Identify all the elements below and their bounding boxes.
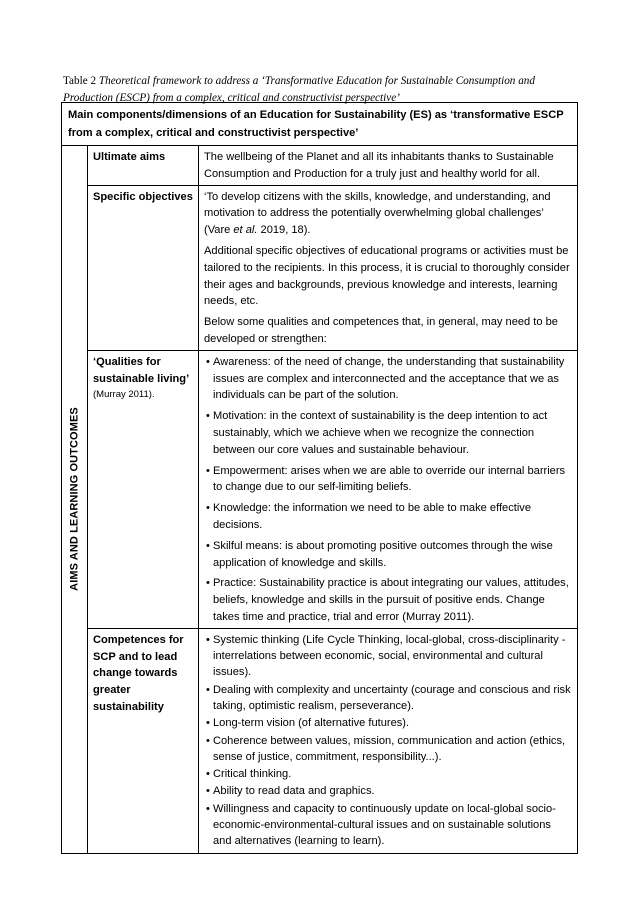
competences-list — [204, 632, 572, 850]
table-row — [62, 185, 578, 350]
list-item: • Practice: Sustainability practice is about integrating our values, attitudes, beliefs, knowledge and skills in the pursuit of positive ends. Change takes time and practice, trial and error (Murray 2011). — [206, 577, 569, 623]
list-item-text: Willingness and capacity to continuously update on local-global socio-economic-environmental-cultural issues and on sustainable solutions and alternatives (learning to learn). — [213, 802, 556, 848]
quote-part: 2019, 18). — [257, 224, 311, 237]
list-item-text: Dealing with complexity and uncertainty (courage and conscious and risk taking, optimistic realism, perseverance). — [213, 683, 571, 712]
list-item: • Critical thinking. — [206, 768, 292, 781]
list-item-text: Motivation: in the context of sustainability is the deep intention to act sustainably, which we achieve when we recognize the connection between our core values and sustainable behaviour. — [213, 410, 548, 456]
list-item-text: Skilful means: is about promoting positive outcomes through the wise application of knowledge and skills. — [213, 539, 553, 569]
objectives-paragraph: Below some qualities and competences that, in general, may need to be developed or strengthen: — [204, 316, 558, 345]
list-item: • Motivation: in the context of sustainability is the deep intention to act sustainably, which we achieve when we recognize the connection between our core values and sustainable behaviour. — [206, 410, 548, 456]
row-label-ultimate-aims: Ultimate aims — [88, 146, 199, 186]
caption-label: Table 2 — [63, 75, 97, 87]
list-item: • Systemic thinking (Life Cycle Thinking, local-global, cross-disciplinarity - interrelations between economic, social, environmental and cultural issues). — [206, 633, 566, 679]
side-label-cell — [62, 146, 88, 854]
qualities-sublabel: (Murray 2011). — [93, 389, 155, 401]
list-item: • Coherence between values, mission, communication and action (ethics, sense of justice, commitment, responsibility...). — [206, 734, 566, 763]
list-item-text: Practice: Sustainability practice is about integrating our values, attitudes, beliefs, knowledge and skills in the pursuit of positive ends. Change takes time and practice, trial and error (Murray 2011). — [213, 577, 569, 623]
list-item: • Empowerment: arises when we are able to override our internal barriers to change due to our self-limiting beliefs. — [206, 464, 566, 494]
framework-table — [61, 102, 578, 854]
list-item-text: Awareness: of the need of change, the understanding that sustainability issues are complex and interconnected and the acceptance that we as individuals can be part of the solution. — [213, 355, 565, 402]
list-item: • Skilful means: is about promoting positive outcomes through the wise application of knowledge and skills. — [206, 539, 553, 569]
objectives-paragraph: Additional specific objectives of educational programs or activities must be tailored to the recipients. In this process, it is crucial to thoroughly consider their ages and backgrounds, previous knowledge and interests, learning needs, etc. — [204, 244, 570, 308]
competences-content — [199, 628, 578, 853]
list-item-text: Empowerment: arises when we are able to override our internal barriers to change due to our self-limiting beliefs. — [213, 464, 566, 494]
row-label-specific-objectives: Specific objectives — [88, 185, 199, 350]
list-item: • Knowledge: the information we need to be able to make effective decisions. — [206, 502, 532, 531]
table-header-row — [62, 103, 578, 146]
qualities-content — [199, 350, 578, 628]
objectives-quote — [204, 189, 572, 239]
list-item: • Dealing with complexity and uncertainty (courage and conscious and risk taking, optimistic realism, perseverance). — [206, 683, 571, 712]
list-item-text: Ability to read data and graphics. — [213, 785, 375, 798]
row-label-qualities — [88, 350, 199, 628]
specific-objectives-content — [199, 185, 578, 350]
quote-etal: et al. — [233, 224, 258, 237]
list-item-text: Long-term vision (of alternative futures). — [213, 717, 410, 730]
list-item-text: Coherence between values, mission, communication and action (ethics, sense of justice, commitment, responsibility...). — [213, 734, 566, 763]
qualities-label: ‘Qualities for sustainable living’ — [93, 355, 190, 385]
list-item-text: Knowledge: the information we need to be able to make effective decisions. — [213, 502, 532, 531]
list-item-text: Systemic thinking (Life Cycle Thinking, local-global, cross-disciplinarity - interrelations between economic, social, environmental and cultural issues). — [213, 633, 566, 679]
list-item: • Ability to read data and graphics. — [206, 785, 375, 798]
list-item: • Willingness and capacity to continuously update on local-global socio-economic-environmental-cultural issues and on sustainable solutions and alternatives (learning to learn). — [206, 802, 556, 848]
table-row — [62, 350, 578, 628]
caption-text: Theoretical framework to address a ‘Transformative Education for Sustainable Consumption and Production (ESCP) from a complex, critical and constructivist perspective’ — [63, 75, 535, 104]
side-label: AIMS AND LEARNING OUTCOMES — [68, 407, 81, 592]
list-item: • Awareness: of the need of change, the understanding that sustainability issues are complex and interconnected and the acceptance that we as individuals can be part of the solution. — [206, 355, 565, 402]
ultimate-aims-content: The wellbeing of the Planet and all its inhabitants thanks to Sustainable Consumption and Production for a truly just and healthy world for all. — [199, 146, 578, 186]
qualities-list — [204, 354, 572, 626]
row-label-competences: Competences for SCP and to lead change towards greater sustainability — [88, 628, 199, 853]
list-item-text: Critical thinking. — [213, 768, 292, 781]
table-row — [62, 628, 578, 853]
table-header: Main components/dimensions of an Education for Sustainability (ES) as ‘transformative ESCP from a complex, critical and constructivist perspective’ — [62, 103, 578, 146]
table-row — [62, 146, 578, 186]
list-item: • Long-term vision (of alternative futures). — [206, 717, 410, 730]
quote-part: ‘To develop citizens with the skills, knowledge, and understanding, and motivation to address the potentially overwhelming global challenges’ (Vare — [204, 190, 551, 237]
